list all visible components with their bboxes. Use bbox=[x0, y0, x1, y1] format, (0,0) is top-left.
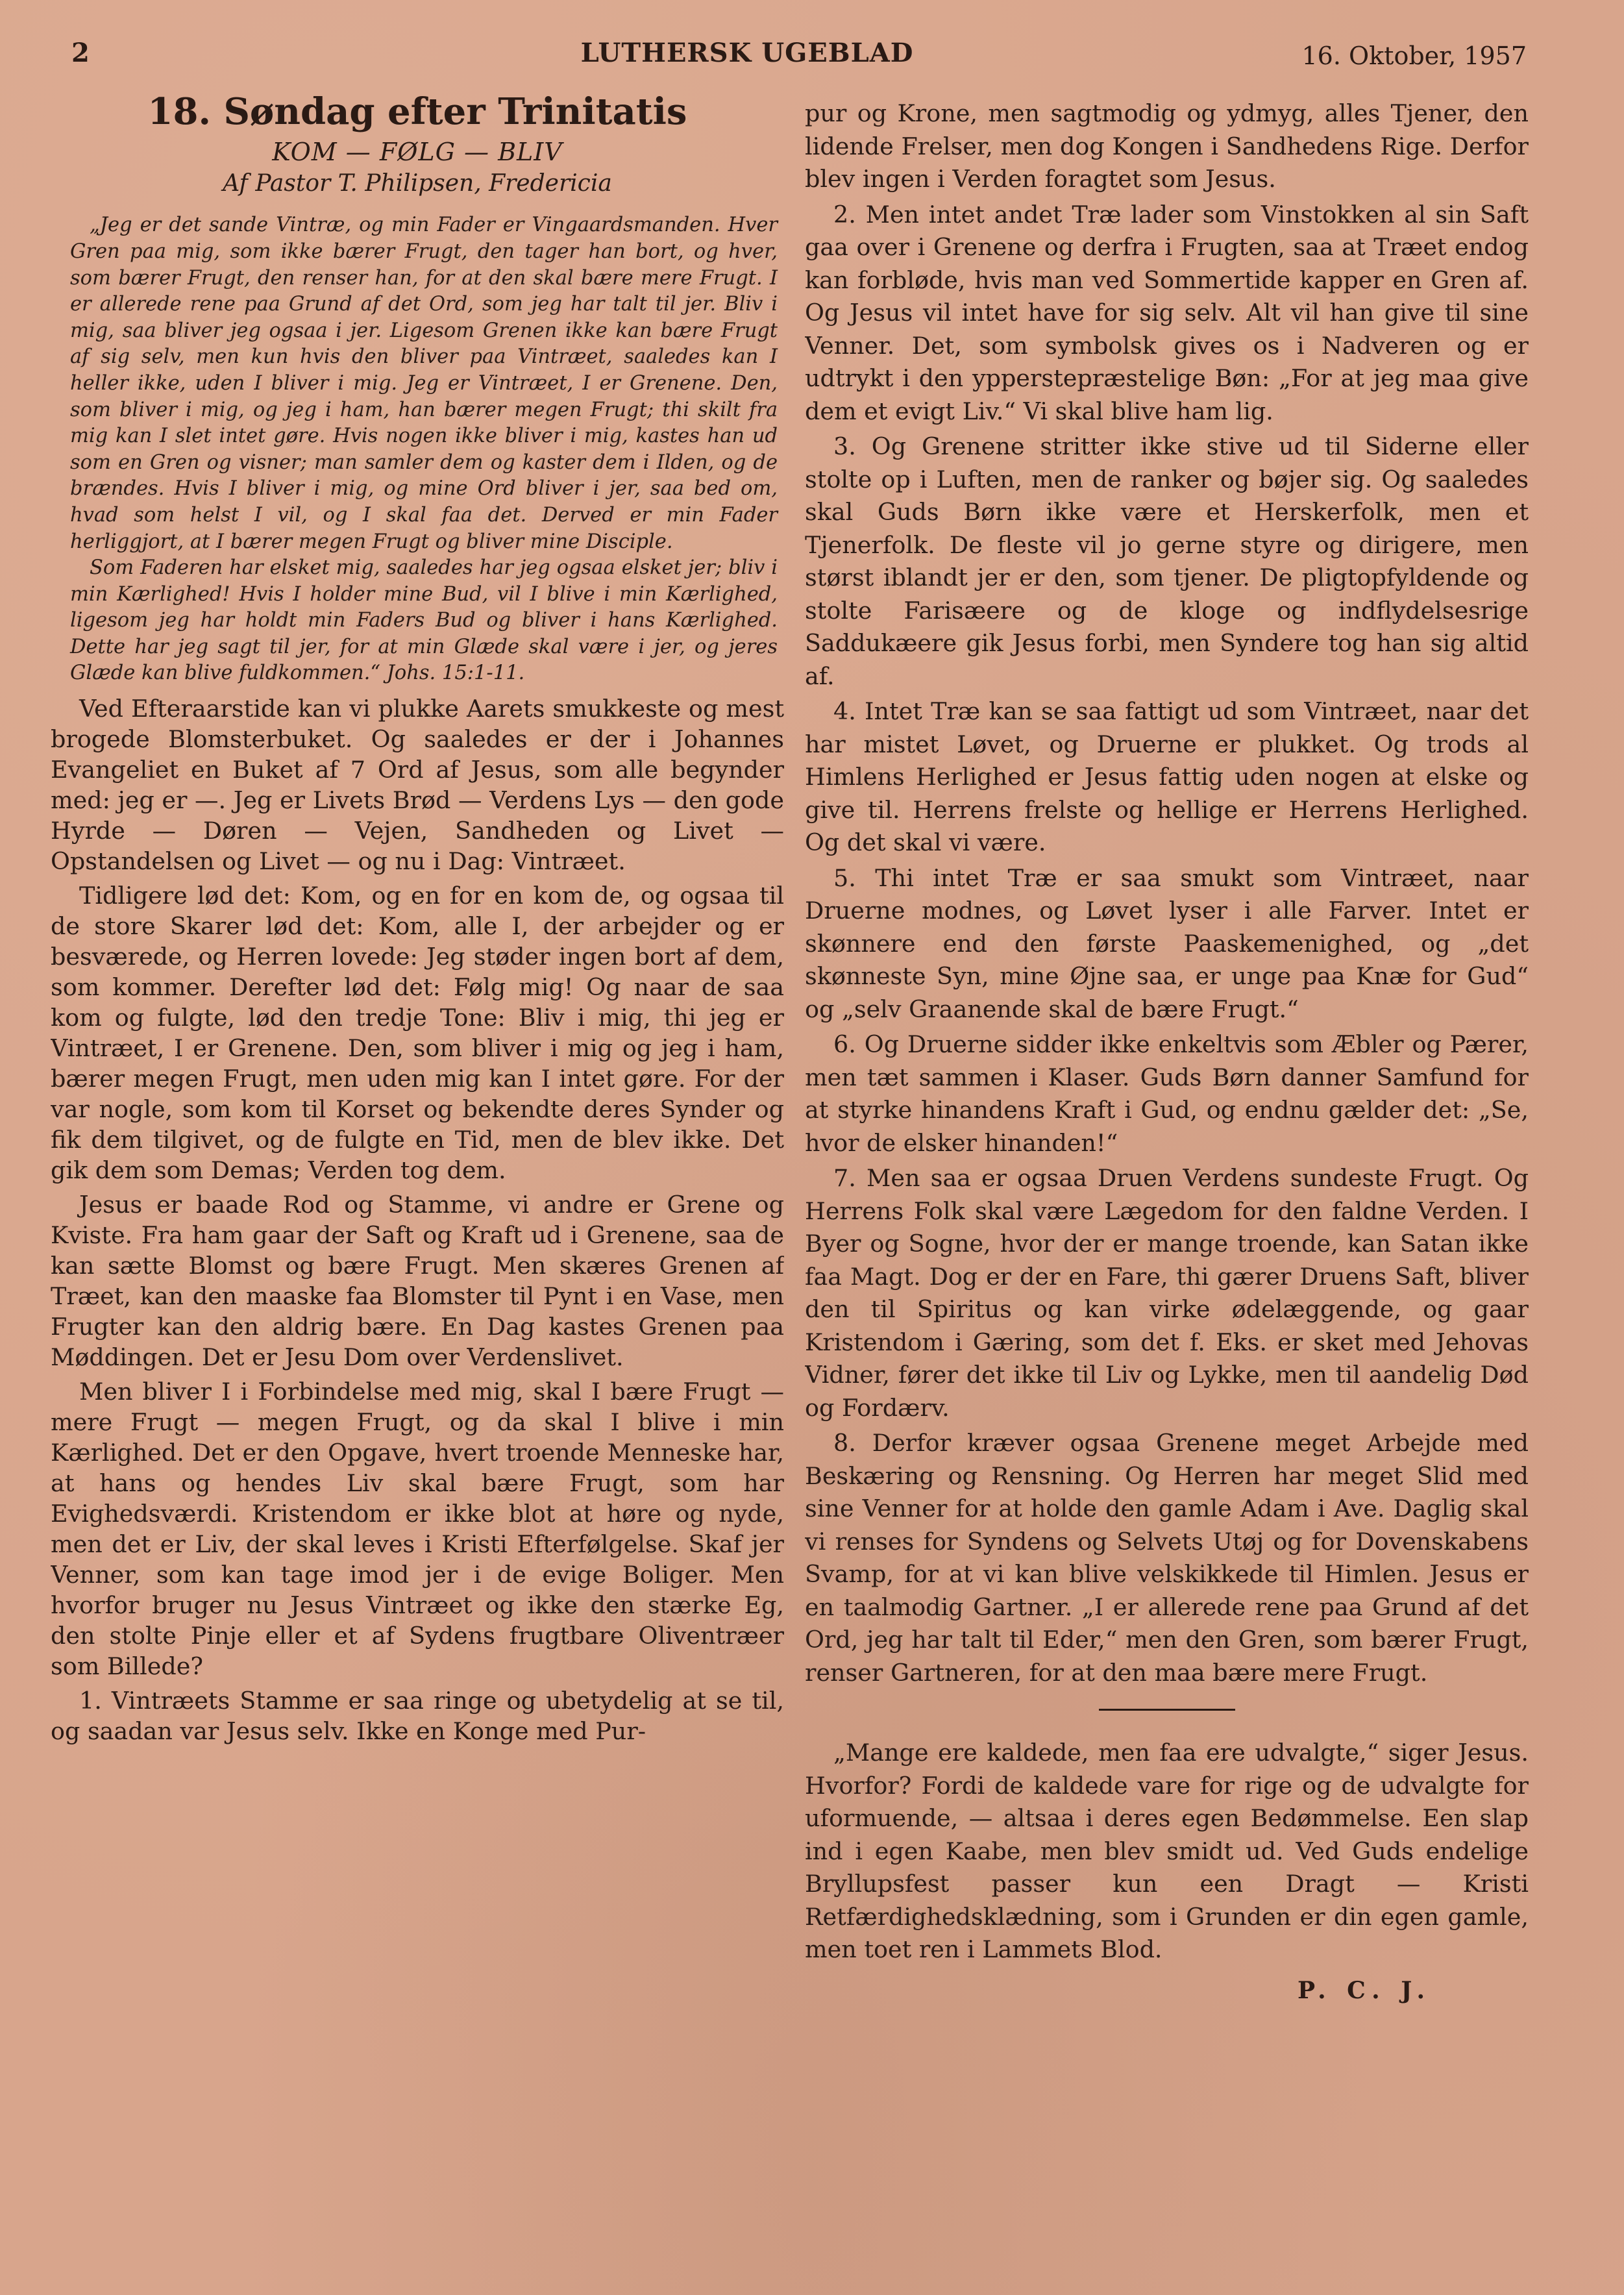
body-paragraph: Ved Efteraarstide kan vi plukke Aarets smukkeste og mest brogede Blomsterbuket. Og saaledes er der i Johannes Evangeliet en Buket af 7 Ord af Jesus, som alle begynder med: jeg er —. Jeg er Livets Brød — Verdens Lys — den gode Hyrde — Døren — Vejen, Sandheden og Livet — Opstandelsen og Livet — og nu i Dag: Vintræet. bbox=[51, 695, 784, 876]
scripture-quote bbox=[51, 212, 784, 687]
body-paragraph: 4. Intet Træ kan se saa fattigt ud som Vintræet, naar det har mistet Løvet, og Druerne er plukket. Og trods al Himlens Herlighed er Jesus fattig uden nogen at elske og give til. Herrens frelste og hellige er Herrens Herlighed. Og det skal vi være. bbox=[805, 697, 1529, 856]
scripture-paragraph: „Jeg er det sande Vintræ, og min Fader er Vingaardsmanden. Hver Gren paa mig, som ikke bærer Frugt, den tager han bort, og hver, som bærer Frugt, den renser han, for at den skal bære mere Frugt. I er allerede rene paa Grund af det Ord, som jeg har talt til jer. Bliv i mig, saa bliver jeg ogsaa i jer. Ligesom Grenen ikke kan bære Frugt af sig selv, men kun hvis den bliver paa Vintræet, saaledes kan I heller ikke, uden I bliver i mig. Jeg er Vintræet, I er Grenene. Den, som bliver i mig, og jeg i ham, han bærer megen Frugt; thi skilt fra mig kan I slet intet gøre. Hvis nogen ikke bliver i mig, kastes han ud som en Gren og visner; man samler dem og kaster dem i Ilden, og de brændes. Hvis I bliver i mig, og mine Ord bliver i jer, saa bed om, hvad som helst I vil, og I skal faa det. Derved er min Fader herliggjort, at I bærer megen Frugt og bliver mine Disciple. bbox=[70, 214, 778, 553]
issue-date: 16. Oktober, 1957 bbox=[1301, 42, 1527, 70]
scripture-paragraph: Som Faderen har elsket mig, saaledes har jeg ogsaa elsket jer; bliv i min Kærlighed! Hvis I holder mine Bud, vil I blive i min Kærlighed, ligesom jeg har holdt min Faders Bud og bliver i hans Kærlighed. Dette har jeg sagt til jer, for at min Glæde skal være i jer, og jeres Glæde kan blive fuldkommen.“ Johs. 15:1-11. bbox=[70, 556, 778, 685]
page-header bbox=[65, 38, 1527, 77]
note-paragraph: „Mange ere kaldede, men faa ere udvalgte,“ siger Jesus. Hvorfor? Fordi de kaldede vare for rige og de udvalgte for uformuende, — altsaa i deres egen Bedømmelse. Een slap ind i egen Kaabe, men blev smidt ud. Ved Guds endelige Bryllupsfest passer kun een Dragt — Kristi Retfærdighedsklædning, som i Grunden er din egen gamle, men toet ren i Lammets Blod. bbox=[805, 1739, 1529, 1963]
body-paragraph: Tidligere lød det: Kom, og en for en kom de, og ogsaa til de store Skarer lød det: Kom, alle I, der arbejder og er besværede, og Herren lovede: Jeg støder ingen bort af dem, som kommer. Derefter lød det: Følg mig! Og naar de saa kom og fulgte, lød den tredje Tone: Bliv i mig, thi jeg er Vintræet, I er Grenene. Den, som bliver i mig og jeg i ham, bærer megen Frugt, men uden mig kan I intet gøre. For der var nogle, som kom til Korset og bekendte deres Synder og fik dem tilgivet, og de fulgte en Tid, men de blev ikke. Det gik dem som Demas; Verden tog dem. bbox=[51, 882, 784, 1185]
body-paragraph: 7. Men saa er ogsaa Druen Verdens sundeste Frugt. Og Herrens Folk skal være Lægedom for den faldne Verden. I Byer og Sogne, hvor der er mange troende, kan Satan ikke faa Magt. Dog er der en Fare, thi gærer Druens Saft, bliver den til Spiritus og kan virke ødelæggende, og gaar Kristendom i Gæring, som det f. Eks. er sket med Jehovas Vidner, fører det ikke til Liv og Lykke, men til aandelig Død og Fordærv. bbox=[805, 1164, 1529, 1422]
article-author: Af Pastor T. Philipsen, Fredericia bbox=[223, 170, 612, 197]
body-paragraph: Men bliver I i Forbindelse med mig, skal I bære Frugt — mere Frugt — megen Frugt, og da skal I blive i min Kærlighed. Det er den Opgave, hvert troende Menneske har, at hans og hendes Liv skal bære Frugt, som har Evighedsværdi. Kristendom er ikke blot at høre og nyde, men det er Liv, der skal leves i Kristi Efterfølgelse. Skaf jer Venner, som kan tage imod jer i de evige Boliger. Men hvorfor bruger nu Jesus Vintræet og ikke den stærke Eg, den stolte Pinje eller et af Sydens frugtbare Oliventræer som Billede? bbox=[51, 1378, 784, 1681]
page-number: 2 bbox=[71, 38, 90, 68]
body-paragraph: 1. Vintræets Stamme er saa ringe og ubetydelig at se til, og saadan var Jesus selv. Ikke en Konge med Pur- bbox=[51, 1687, 784, 1746]
left-body-text bbox=[51, 693, 784, 1746]
body-paragraph: 5. Thi intet Træ er saa smukt som Vintræet, naar Druerne modnes, og Løvet lyser i alle Farver. Intet er skønnere end den første Paaskemenighed, og „det skønneste Syn, mine Øjne saa, er unge paa Knæ for Gud“ og „selv Graanende skal de bære Frugt.“ bbox=[805, 863, 1529, 1023]
article-subtitle: KOM — FØLG — BLIV bbox=[272, 138, 563, 167]
right-body-text bbox=[805, 97, 1529, 1689]
article-title: 18. Søndag efter Trinitatis bbox=[147, 91, 687, 133]
section-divider bbox=[1099, 1709, 1235, 1711]
right-column bbox=[805, 97, 1529, 2123]
body-paragraph: 3. Og Grenene stritter ikke stive ud til Siderne eller stolte op i Luften, men de ranker og bøjer sig. Og saaledes skal Guds Børn ikke være et Herskerfolk, men et Tjenerfolk. De fleste vil jo gerne styre og dirigere, men størst iblandt jer er den, som tjener. De pligtopfyldende og stolte Farisæere og de kloge og indflydelsesrige Saddukæere gik Jesus forbi, men Syndere tog han sig altid af. bbox=[805, 432, 1529, 690]
body-paragraph: 2. Men intet andet Træ lader som Vinstokken al sin Saft gaa over i Grenene og derfra i Frugten, saa at Træet endog kan forbløde, hvis man ved Sommertide kapper en Gren af. Og Jesus vil intet have for sig selv. Alt vil han give til sine Venner. Det, som symbolsk gives os i Nadveren og er udtrykt i den ypperstepræstelige Bøn: „For at jeg maa give dem et evigt Liv.“ Vi skal blive ham lig. bbox=[805, 200, 1529, 425]
body-paragraph: pur og Krone, men sagtmodig og ydmyg, alles Tjener, den lidende Frelser, men dog Kongen i Sandhedens Rige. Derfor blev ingen i Verden foragtet som Jesus. bbox=[805, 99, 1529, 193]
body-paragraph: Jesus er baade Rod og Stamme, vi andre er Grene og Kviste. Fra ham gaar der Saft og Kraft ud i Grenene, saa de kan sætte Blomst og bære Frugt. Men skæres Grenen af Træet, kan den maaske faa Blomster til Pynt i en Vase, men Frugter kan den aldrig bære. En Dag kastes Grenen paa Møddingen. Det er Jesu Dom over Verdenslivet. bbox=[51, 1191, 784, 1372]
closing-note bbox=[805, 1737, 1529, 1966]
newspaper-title: LUTHERSK UGEBLAD bbox=[580, 38, 914, 68]
left-column bbox=[51, 91, 784, 2129]
body-paragraph: 6. Og Druerne sidder ikke enkeltvis som Æbler og Pærer, men tæt sammen i Klaser. Guds Børn danner Samfund for at styrke hinandens Kraft i Gud, og endnu gælder det: „Se, hvor de elsker hinanden!“ bbox=[805, 1030, 1529, 1157]
body-paragraph: 8. Derfor kræver ogsaa Grenene meget Arbejde med Beskæring og Rensning. Og Herren har meget Slid med sine Venner for at holde den gamle Adam i Ave. Daglig skal vi renses for Syndens og Selvets Utøj og for Dovenskabens Svamp, for at vi kan blive velskikkede til Himlen. Jesus er en taalmodig Gartner. „I er allerede rene paa Grund af det Ord, jeg har talt til Eder,“ men den Gren, som bærer Frugt, renser Gartneren, for at den maa bære mere Frugt. bbox=[805, 1429, 1529, 1687]
signature: P. C. J. bbox=[1297, 1976, 1431, 2004]
